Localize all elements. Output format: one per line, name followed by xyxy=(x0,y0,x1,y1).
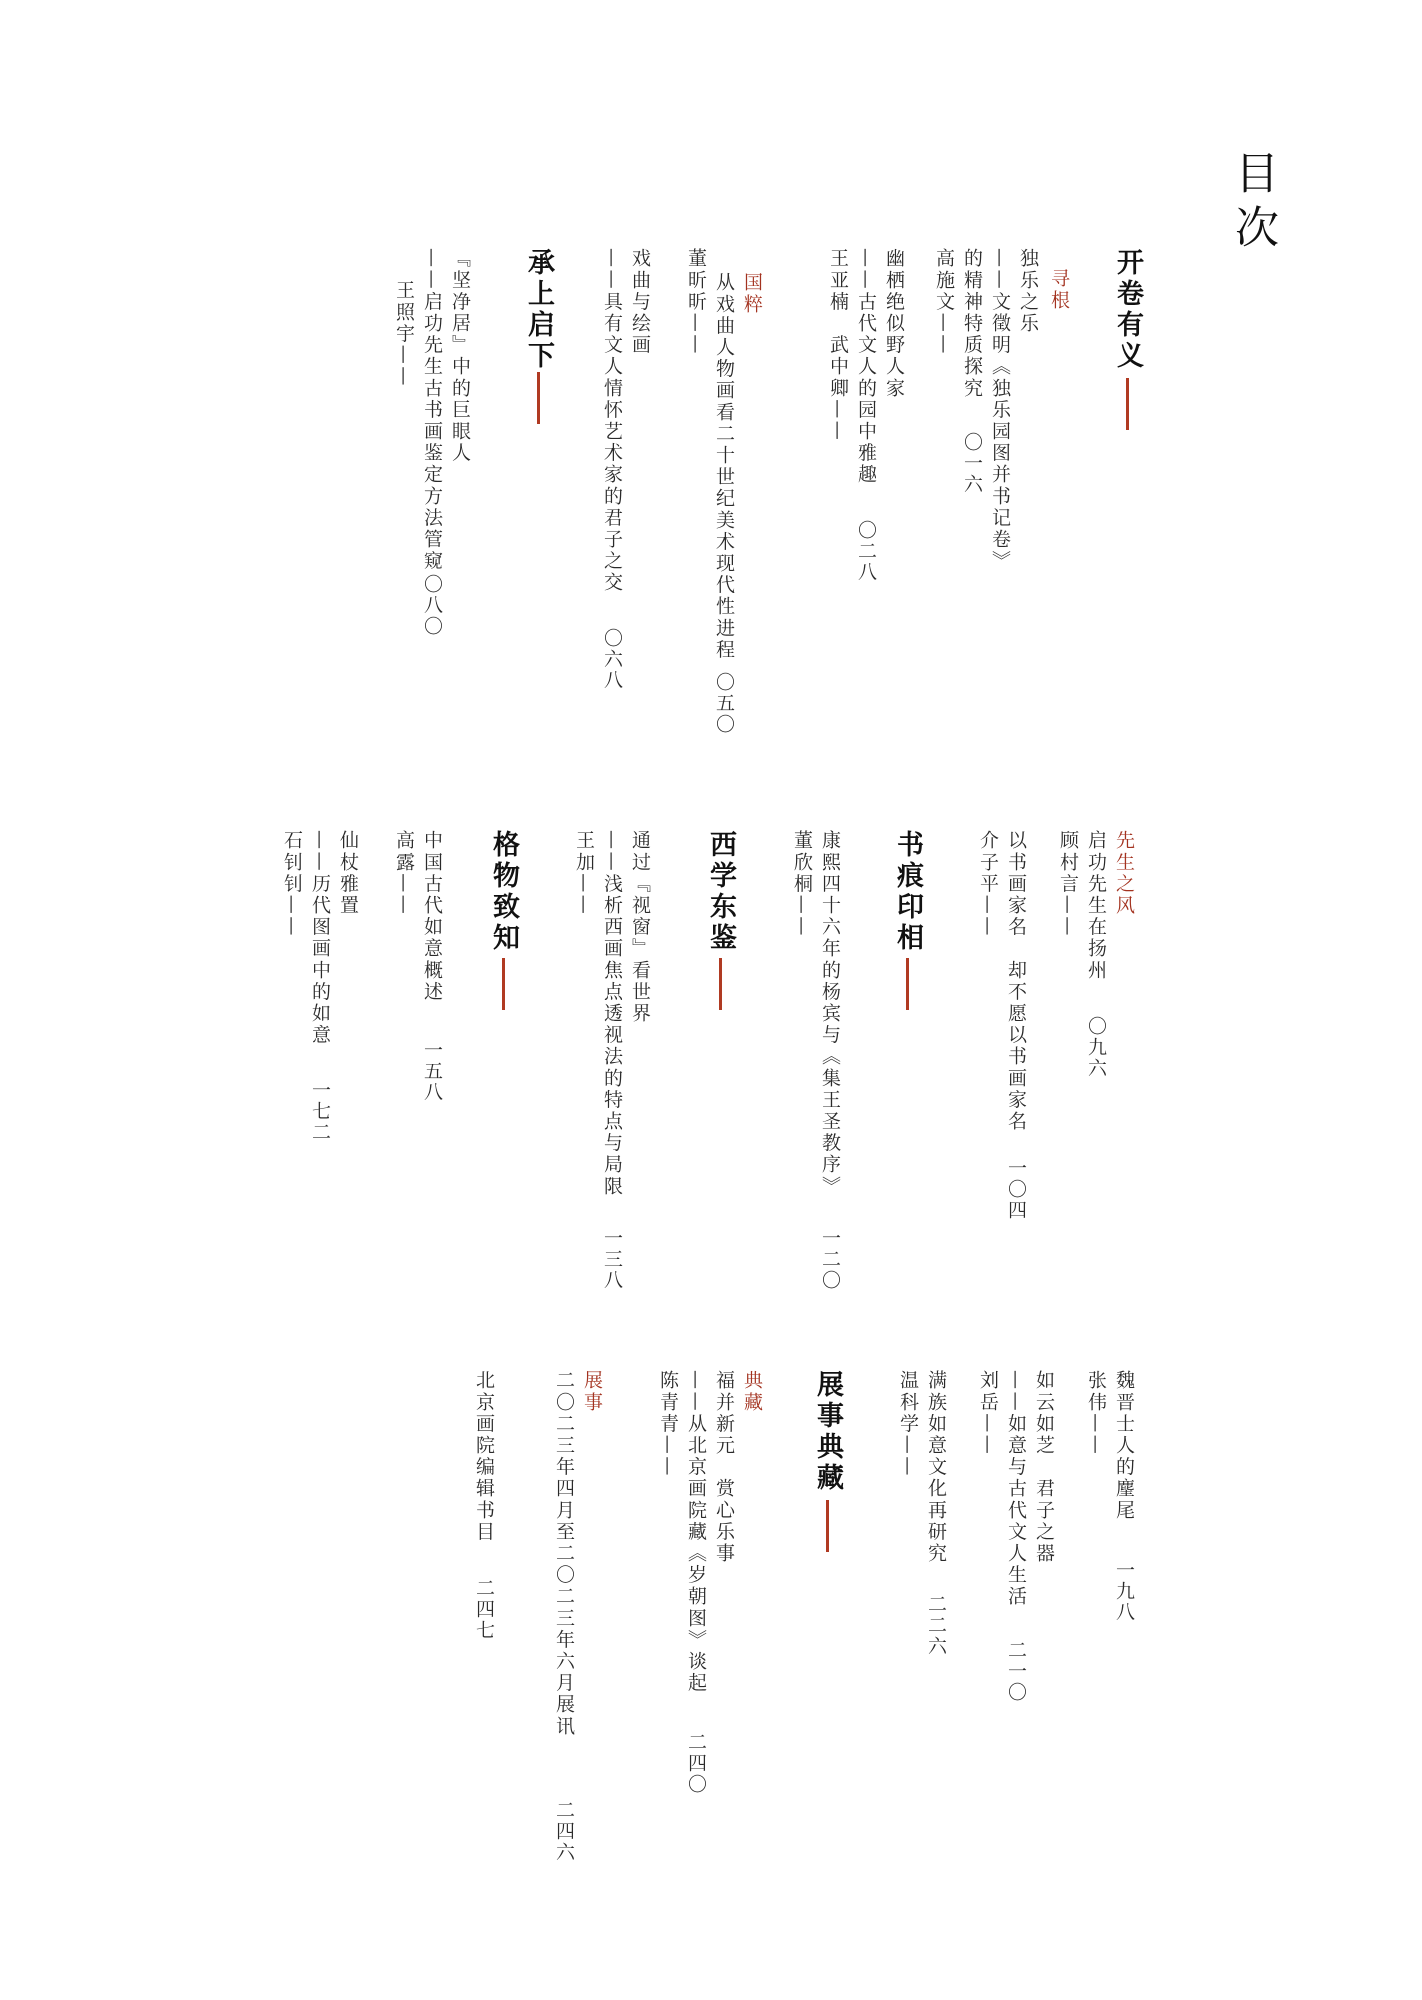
section-heading: 格物致知 xyxy=(488,830,519,954)
toc-entry-line: 二〇二三年四月至二〇二三年六月展讯 xyxy=(553,1370,575,1738)
toc-entry-line: 如云如芝 君子之器 xyxy=(1033,1370,1055,1565)
section-rule xyxy=(537,372,540,424)
section-rule xyxy=(826,1500,829,1552)
section-label: 寻根 xyxy=(1048,268,1070,312)
section-label: 展事 xyxy=(581,1370,603,1414)
toc-entry-line: 从戏曲人物画看二十世纪美术现代性进程 xyxy=(713,272,735,661)
toc-page-number: 〇一六 xyxy=(961,432,983,495)
toc-entry-author: 石钊钊—— xyxy=(281,830,303,938)
section-heading: 西学东鉴 xyxy=(705,830,736,954)
toc-entry-author: 张伟—— xyxy=(1085,1370,1107,1457)
toc-page-number: 〇五〇 xyxy=(713,672,735,735)
toc-entry-author: 介子平—— xyxy=(977,830,999,938)
section-rule xyxy=(1126,378,1129,430)
toc-entry-author: 高露—— xyxy=(393,830,415,917)
section-label: 国粹 xyxy=(741,272,763,316)
toc-entry-line: 以书画家名 却不愿以书画家名 xyxy=(1005,830,1027,1133)
section-heading: 书痕印相 xyxy=(892,830,923,954)
toc-entry-line: ——从北京画院藏《岁朝图》谈起 xyxy=(685,1370,707,1694)
toc-page-number: 二四〇 xyxy=(685,1732,707,1795)
toc-page-number: 一二〇 xyxy=(819,1228,841,1291)
section-label: 典藏 xyxy=(741,1370,763,1414)
toc-entry-author: 温科学—— xyxy=(897,1370,919,1478)
section-heading: 开卷有义 xyxy=(1112,248,1143,372)
toc-page-number: 〇六八 xyxy=(601,628,623,691)
toc-entry-line: ——历代图画中的如意 xyxy=(309,830,331,1046)
toc-entry-author: 陈青青—— xyxy=(657,1370,679,1478)
toc-entry-author: 顾村言—— xyxy=(1057,830,1079,938)
toc-page-number: 〇二八 xyxy=(855,520,877,583)
toc-entry-line: 仙杖雅置 xyxy=(337,830,359,917)
toc-entry-line: ——浅析西画焦点透视法的特点与局限 xyxy=(601,830,623,1198)
toc-entry-line: ——如意与古代文人生活 xyxy=(1005,1370,1027,1608)
toc-page-number: 一七二 xyxy=(309,1080,331,1143)
toc-entry-line: ——古代文人的园中雅趣 xyxy=(855,248,877,486)
toc-page-number: 一五八 xyxy=(421,1040,443,1103)
toc-page-number: 二四六 xyxy=(553,1800,575,1863)
section-rule xyxy=(906,958,909,1010)
toc-entry-author: 刘岳—— xyxy=(977,1370,999,1457)
toc-page-number: 〇八〇 xyxy=(421,574,443,637)
toc-page-number: 二四七 xyxy=(473,1578,495,1641)
toc-page-number: 一〇四 xyxy=(1005,1158,1027,1221)
toc-page-number: 〇九六 xyxy=(1085,1016,1107,1079)
toc-entry-line: 戏曲与绘画 xyxy=(629,248,651,356)
section-heading: 承上启下 xyxy=(523,248,554,372)
toc-entry-line: 通过『视窗』看世界 xyxy=(629,830,651,1025)
toc-entry-line: 满族如意文化再研究 xyxy=(925,1370,947,1565)
toc-page-number: 一九八 xyxy=(1113,1560,1135,1623)
toc-entry-line: 的精神特质探究 xyxy=(961,248,983,400)
toc-page-number: 一三八 xyxy=(601,1228,623,1291)
toc-entry-line: 幽栖绝似野人家 xyxy=(883,248,905,400)
toc-page-number: 二一〇 xyxy=(1005,1640,1027,1703)
toc-entry-line: ——具有文人情怀艺术家的君子之交 xyxy=(601,248,623,594)
section-heading: 展事典藏 xyxy=(812,1370,843,1494)
toc-entry-line: 启功先生在扬州 xyxy=(1085,830,1107,982)
toc-entry-line: 福并新元 赏心乐事 xyxy=(713,1370,735,1565)
toc-entry-author: 王加—— xyxy=(573,830,595,917)
section-rule xyxy=(502,958,505,1010)
toc-entry-line: 北京画院编辑书目 xyxy=(473,1370,495,1543)
toc-entry-line: 魏晋士人的麈尾 xyxy=(1113,1370,1135,1522)
section-label: 先生之风 xyxy=(1113,830,1135,917)
page-title: 目次 xyxy=(1227,150,1278,258)
toc-entry-author: 董昕昕—— xyxy=(685,248,707,356)
toc-entry-line: ——文徵明《独乐园图并书记卷》 xyxy=(989,248,1011,572)
toc-entry-line: ——启功先生古书画鉴定方法管窥 xyxy=(421,248,443,572)
toc-entry-author: 董欣桐—— xyxy=(791,830,813,938)
toc-page-number: 二二六 xyxy=(925,1594,947,1657)
toc-entry-line: 独乐之乐 xyxy=(1017,248,1039,335)
toc-entry-line: 中国古代如意概述 xyxy=(421,830,443,1003)
toc-entry-line: 康熙四十六年的杨宾与《集王圣教序》 xyxy=(819,830,841,1198)
toc-entry-line: 『坚净居』中的巨眼人 xyxy=(449,248,471,464)
toc-entry-author: 王照宇—— xyxy=(393,280,415,388)
toc-entry-author: 王亚楠 武中卿—— xyxy=(827,248,849,443)
toc-entry-author: 高施文—— xyxy=(933,248,955,356)
section-rule xyxy=(719,958,722,1010)
